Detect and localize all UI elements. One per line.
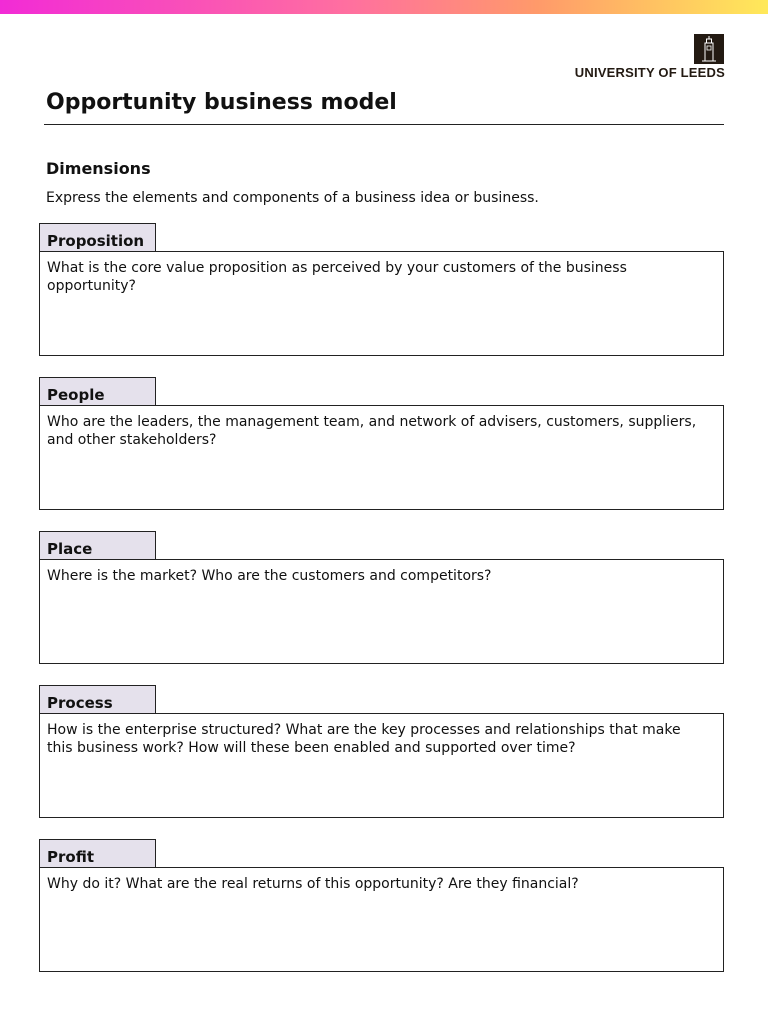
dimension-answer-box[interactable]: [39, 867, 724, 972]
section-heading: Dimensions: [46, 159, 151, 178]
dimension-question: Why do it? What are the real returns of this opportunity? Are they financial?: [47, 876, 579, 892]
university-logo-text: UNIVERSITY OF LEEDS: [574, 65, 725, 80]
dimension-people: [39, 377, 724, 527]
dimension-answer-box[interactable]: [39, 559, 724, 664]
dimension-label: Proposition: [39, 223, 156, 251]
university-tower-logo-icon: [694, 34, 724, 64]
dimension-question: Who are the leaders, the management team, and network of advisers, customers, suppliers, and other stakeholders?: [47, 414, 697, 448]
dimension-process: [39, 685, 724, 835]
brand-gradient-bar: [0, 0, 768, 14]
dimension-question: How is the enterprise structured? What are the key processes and relationships that make this business work? How will these been enabled and supported over time?: [47, 722, 681, 756]
dimension-label: Process: [39, 685, 156, 713]
dimension-label: Profit: [39, 839, 156, 867]
dimension-profit: [39, 839, 724, 989]
dimension-question: Where is the market? Who are the customers and competitors?: [47, 568, 492, 584]
dimension-answer-box[interactable]: [39, 251, 724, 356]
page-title: Opportunity business model: [46, 90, 397, 115]
dimension-label: Place: [39, 531, 156, 559]
dimension-answer-box[interactable]: [39, 713, 724, 818]
title-divider: [44, 124, 724, 125]
dimension-proposition: [39, 223, 724, 373]
dimension-place: [39, 531, 724, 681]
dimension-label: People: [39, 377, 156, 405]
dimension-answer-box[interactable]: [39, 405, 724, 510]
dimension-question: What is the core value proposition as perceived by your customers of the business opportunity?: [47, 260, 627, 294]
intro-text: Express the elements and components of a business idea or business.: [46, 190, 539, 206]
